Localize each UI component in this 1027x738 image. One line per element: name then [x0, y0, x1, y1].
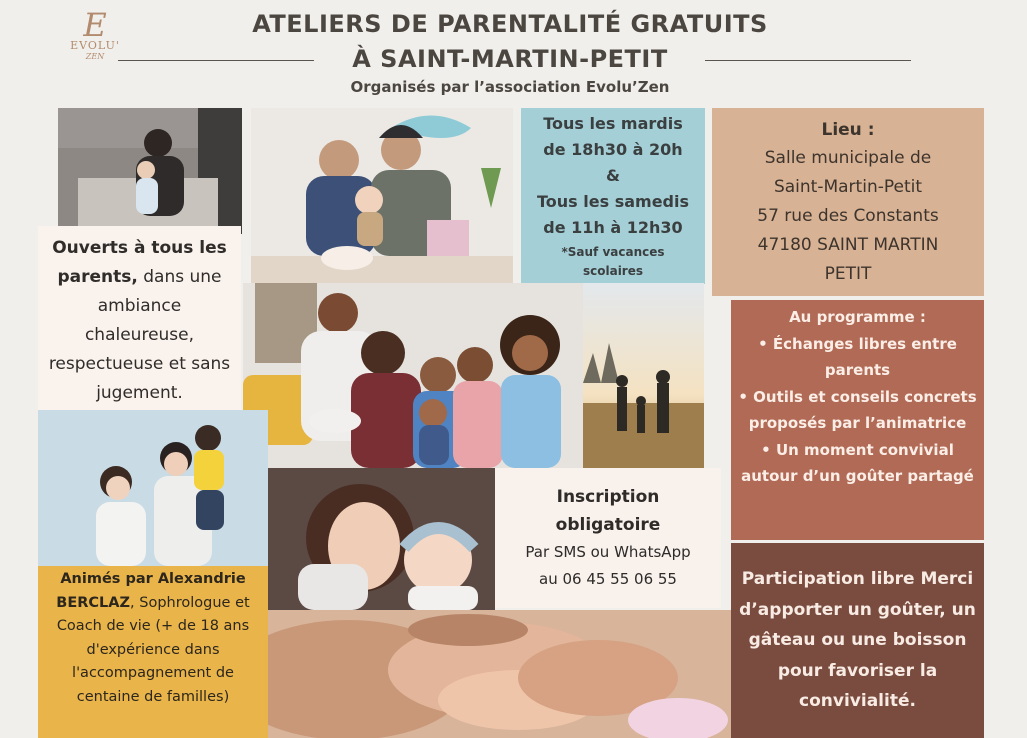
registration-box [495, 468, 721, 608]
open-to-all-bold: Ouverts à tous les parents, [52, 238, 227, 287]
schedule-line3: & [606, 166, 620, 185]
photo-dads-birthday-illustration [251, 108, 513, 283]
programme-box [731, 300, 984, 540]
schedule-line5: de 11h à 12h30 [543, 218, 683, 237]
logo-name: EVOLU' [70, 39, 120, 52]
location-box [712, 108, 984, 296]
programme-item-2: • Outils et conseils concrets proposés par l’animatrice [738, 387, 977, 432]
facilitator-name: Animés par Alexandrie BERCLAZ [56, 571, 246, 611]
photo-hands-illustration [268, 610, 731, 738]
schedule-box [521, 108, 705, 284]
photo-family-group [243, 283, 583, 468]
open-to-all-text: dans une ambiance chaleureuse, respectueuse et sans jugement. [48, 267, 231, 403]
participation-text: Participation libre Merci d’apporter un goûter, un gâteau ou une boisson pour favoriser la convivialité. [739, 569, 976, 712]
facilitator-box [38, 566, 268, 738]
photo-parents-playing [38, 410, 268, 566]
header-rule-right [705, 60, 911, 61]
header-rule-left [118, 60, 314, 61]
registration-line1: Par SMS ou WhatsApp [525, 543, 691, 561]
location-line4: 47180 SAINT MARTIN [757, 234, 939, 255]
programme-item-3: • Un moment convivial autour d’un goûter partagé [741, 440, 974, 485]
location-heading: Lieu : [821, 119, 875, 140]
participation-box [731, 543, 984, 738]
schedule-note1: *Sauf vacances [561, 245, 665, 259]
programme-heading: Au programme : [789, 308, 926, 326]
photo-dads-birthday [251, 108, 513, 283]
location-line1: Salle municipale de [764, 147, 932, 168]
facilitator-description: , Sophrologue et Coach de vie (+ de 18 ans d'expérience dans l'accompagnement de centaine de familles) [56, 594, 250, 705]
page-title-line2: À SAINT-MARTIN-PETIT [352, 45, 668, 73]
photo-sunset-walk [583, 283, 704, 468]
photo-father-baby-illustration [58, 108, 242, 234]
photo-mother-baby [268, 468, 495, 610]
schedule-line1: Tous les mardis [543, 114, 683, 133]
registration-heading-1: Inscription [556, 487, 660, 507]
schedule-note2: scolaires [582, 264, 644, 278]
page-title-line1: ATELIERS DE PARENTALITÉ GRATUITS [252, 10, 768, 38]
registration-phone: au 06 45 55 06 55 [539, 570, 677, 588]
location-line5: PETIT [824, 263, 872, 284]
page-subtitle: Organisés par l’association Evolu’Zen [350, 78, 670, 96]
photo-mother-baby-illustration [268, 468, 495, 610]
photo-family-group-illustration [243, 283, 583, 468]
photo-sunset-walk-illustration [583, 283, 704, 468]
schedule-line2: de 18h30 à 20h [543, 140, 683, 159]
location-line3: 57 rue des Constants [757, 205, 939, 226]
logo-mark: E [83, 6, 107, 44]
photo-hands [268, 610, 731, 738]
schedule-line4: Tous les samedis [537, 192, 689, 211]
photo-parents-playing-illustration [38, 410, 268, 566]
open-to-all-box [38, 226, 241, 410]
photo-father-baby [58, 108, 242, 234]
programme-item-1: • Échanges libres entre parents [758, 334, 957, 379]
registration-heading-2: obligatoire [555, 515, 661, 535]
logo-sub: ZEN [85, 52, 105, 61]
location-line2: Saint-Martin-Petit [773, 176, 923, 197]
